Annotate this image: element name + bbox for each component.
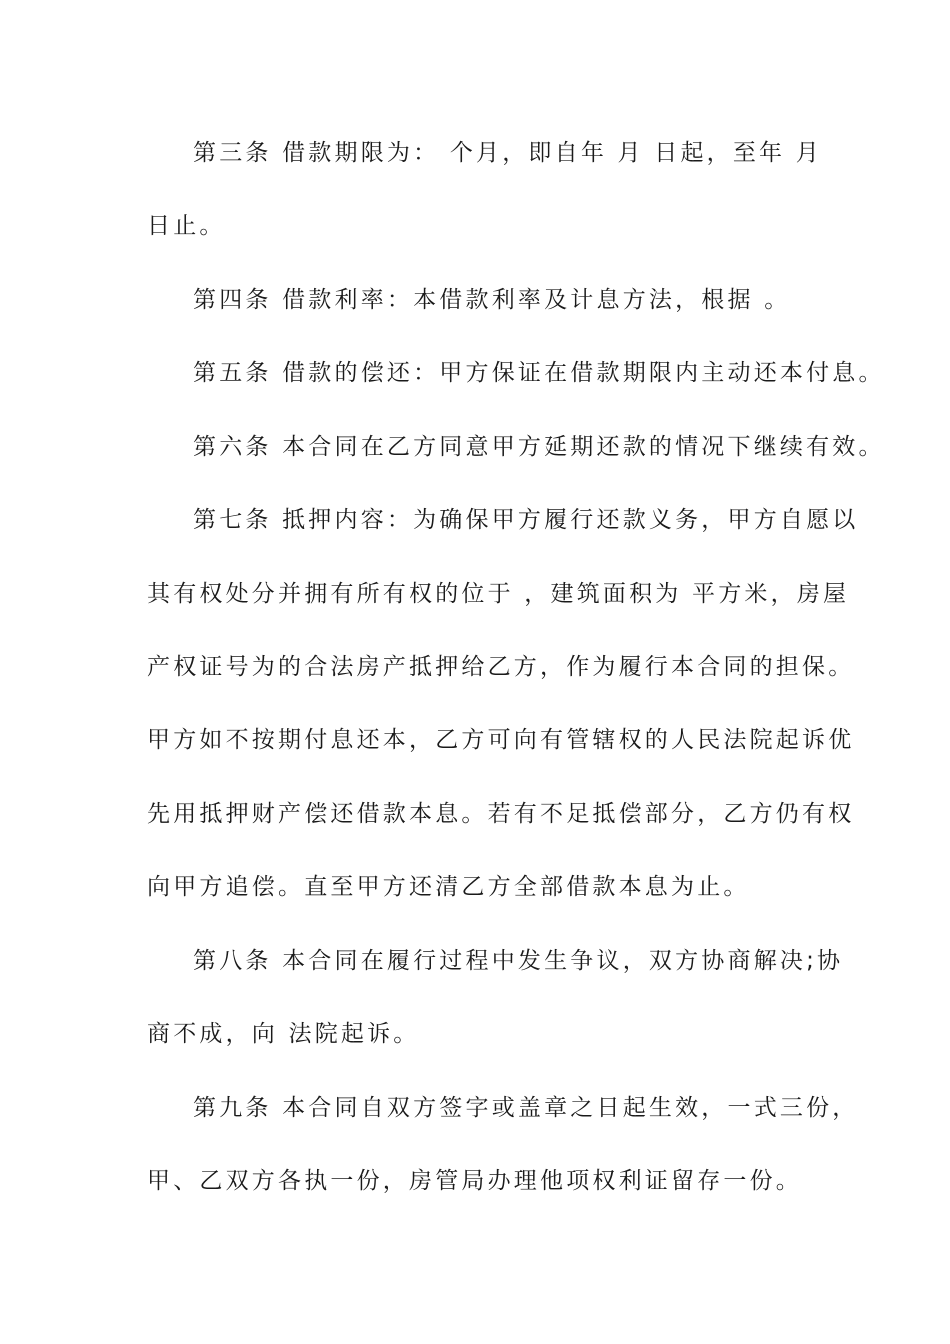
- text-line-article-3: 第三条 借款期限为： 个月，即自年 月 日起，至年 月: [193, 140, 822, 166]
- text-line-article-7-cont-4: 先用抵押财产偿还借款本息。若有不足抵偿部分，乙方仍有权: [147, 801, 855, 827]
- text-line-article-7-cont-2: 产权证号为的合法房产抵押给乙方，作为履行本合同的担保。: [147, 654, 855, 680]
- text-line-article-9-cont: 甲、乙双方各执一份，房管局办理他项权利证留存一份。: [147, 1168, 802, 1194]
- text-line-article-8: 第八条 本合同在履行过程中发生争议，双方协商解决;协: [193, 948, 844, 974]
- text-line-article-5: 第五条 借款的偿还：甲方保证在借款期限内主动还本付息。: [193, 360, 885, 386]
- text-line-article-9: 第九条 本合同自双方签字或盖章之日起生效，一式三份，: [193, 1095, 859, 1121]
- text-line-article-8-cont: 商不成，向 法院起诉。: [147, 1021, 420, 1047]
- text-line-article-4: 第四条 借款利率：本借款利率及计息方法，根据 。: [193, 287, 791, 313]
- text-line-article-6: 第六条 本合同在乙方同意甲方延期还款的情况下继续有效。: [193, 434, 885, 460]
- text-line-article-7-cont-5: 向甲方追偿。直至甲方还清乙方全部借款本息为止。: [147, 874, 750, 900]
- text-line-article-7-cont-3: 甲方如不按期付息还本，乙方可向有管辖权的人民法院起诉优: [147, 727, 855, 753]
- text-line-article-7-cont-1: 其有权处分并拥有所有权的位于 ，建筑面积为 平方米，房屋: [147, 581, 850, 607]
- text-line-article-7: 第七条 抵押内容：为确保甲方履行还款义务，甲方自愿以: [193, 507, 859, 533]
- text-line-article-3-cont: 日止。: [147, 213, 226, 239]
